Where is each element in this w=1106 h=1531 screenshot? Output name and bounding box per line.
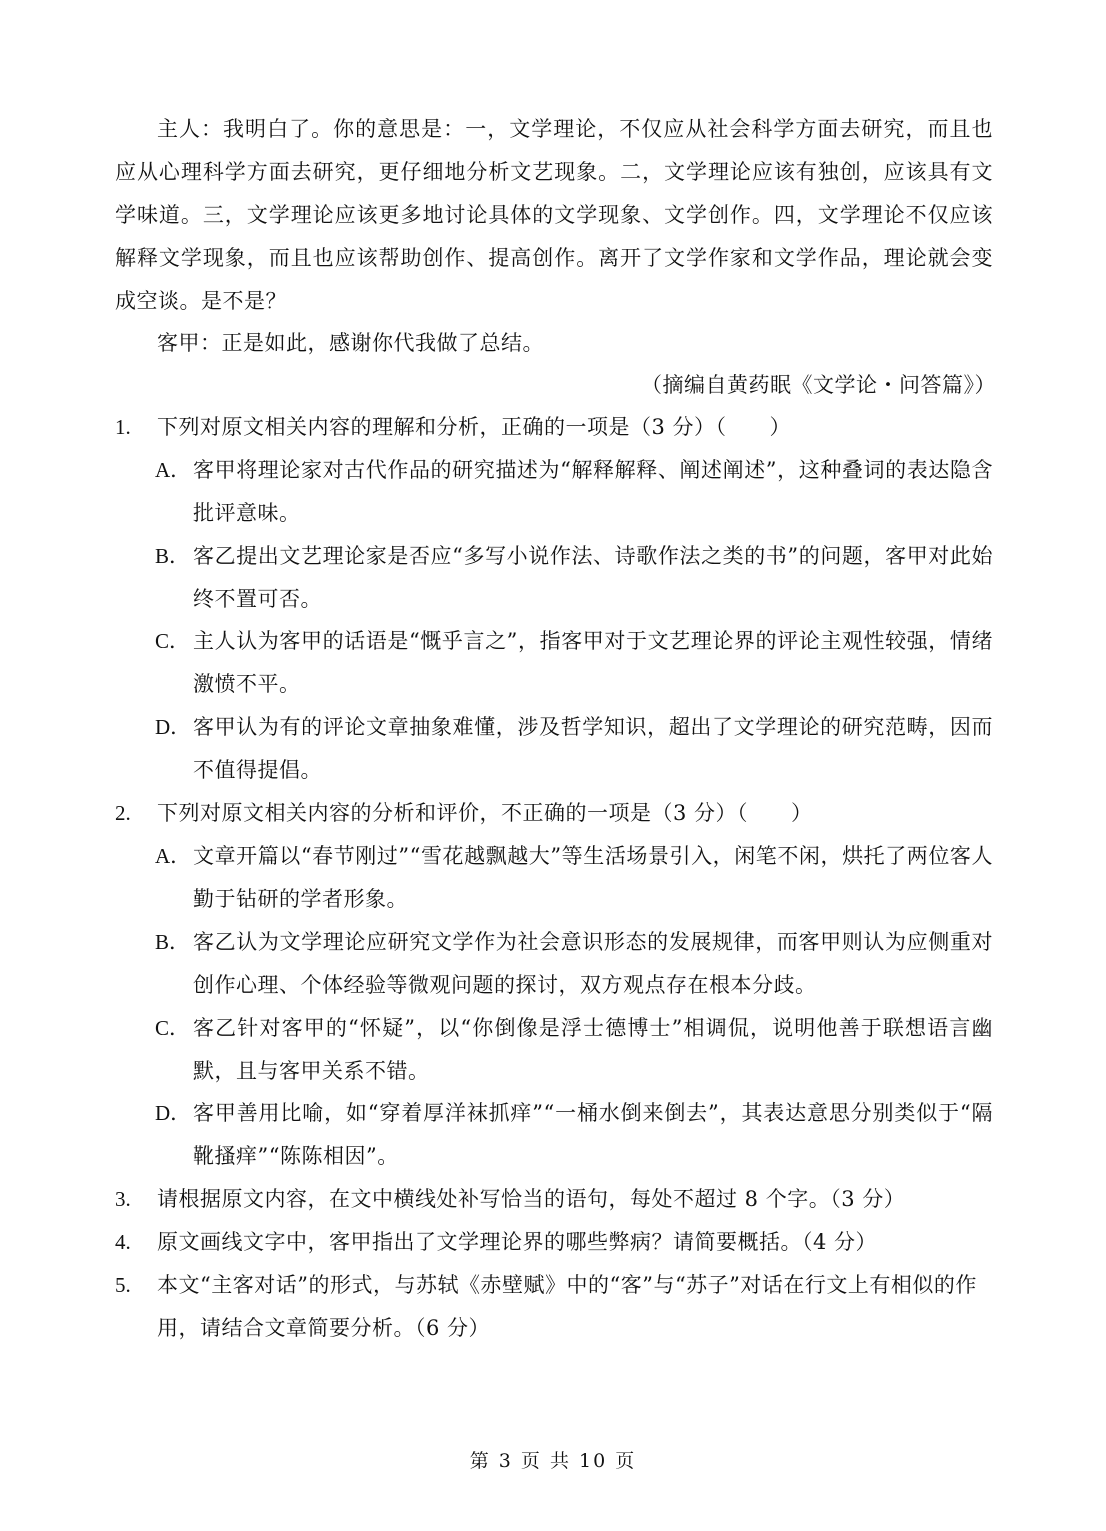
question-text: 下列对原文相关内容的理解和分析，正确的一项是（3 分）（ ） xyxy=(157,415,792,439)
passage-paragraph-host: 主人：我明白了。你的意思是：一，文学理论，不仅应从社会科学方面去研究，而且也应从心理科学方面去研究，更仔细地分析文艺现象。二，文学理论应该有独创，应该具有文学味道。三，文学理论应该更多地讨论具体的文学现象、文学创作。四，文学理论不仅应该解释文学现象，而且也应该帮助创作、提高创作。离开了文学作家和文学作品，理论就会变成空谈。是不是？ xyxy=(115,117,993,313)
question-2-option-a xyxy=(155,835,993,921)
question-number: 3. xyxy=(115,1187,131,1211)
question-number: 1. xyxy=(115,415,131,439)
option-letter: D． xyxy=(155,715,192,739)
question-1-option-c xyxy=(155,620,993,706)
option-text: 主人认为客甲的话语是“慨乎言之”，指客甲对于文艺理论界的评论主观性较强，情绪激愤不平。 xyxy=(193,629,993,696)
question-1-option-a xyxy=(155,449,993,535)
option-letter: C． xyxy=(155,629,191,653)
question-4 xyxy=(115,1221,993,1264)
question-text: 下列对原文相关内容的分析和评价，不正确的一项是（3 分）（ ） xyxy=(157,801,813,825)
question-text: 请根据原文内容，在文中横线处补写恰当的语句，每处不超过 8 个字。（3 分） xyxy=(157,1187,906,1211)
option-letter: D． xyxy=(155,1101,192,1125)
question-5 xyxy=(115,1264,993,1350)
question-2-option-b xyxy=(155,921,993,1007)
option-text: 文章开篇以“春节刚过”“雪花越飘越大”等生活场景引入，闲笔不闲，烘托了两位客人勤于钻研的学者形象。 xyxy=(193,844,993,911)
question-1-option-d xyxy=(155,706,993,792)
option-text: 客甲认为有的评论文章抽象难懂，涉及哲学知识，超出了文学理论的研究范畴，因而不值得提倡。 xyxy=(193,715,993,782)
option-letter: C． xyxy=(155,1016,191,1040)
option-letter: B． xyxy=(155,544,191,568)
option-text: 客甲将理论家对古代作品的研究描述为“解释解释、阐述阐述”，这种叠词的表达隐含批评意味。 xyxy=(193,458,993,525)
question-3 xyxy=(115,1178,993,1221)
option-letter: B． xyxy=(155,930,191,954)
question-2-option-c xyxy=(155,1007,993,1093)
option-text: 客乙提出文艺理论家是否应“多写小说作法、诗歌作法之类的书”的问题，客甲对此始终不置可否。 xyxy=(193,544,993,611)
question-number: 2. xyxy=(115,801,131,825)
passage-paragraph-guest: 客甲：正是如此，感谢你代我做了总结。 xyxy=(157,331,544,355)
option-text: 客乙认为文学理论应研究文学作为社会意识形态的发展规律，而客甲则认为应侧重对创作心理、个体经验等微观问题的探讨，双方观点存在根本分歧。 xyxy=(193,930,993,997)
question-2 xyxy=(115,792,993,835)
question-1 xyxy=(115,406,993,449)
question-1-option-b xyxy=(155,535,993,621)
question-2-option-d xyxy=(155,1092,993,1178)
option-text: 客乙针对客甲的“怀疑”，以“你倒像是浮士德博士”相调侃，说明他善于联想语言幽默，且与客甲关系不错。 xyxy=(193,1016,993,1083)
question-number: 5. xyxy=(115,1273,131,1297)
question-text: 本文“主客对话”的形式，与苏轼《赤壁赋》中的“客”与“苏子”对话在行文上有相似的作用，请结合文章简要分析。（6 分） xyxy=(157,1273,977,1340)
option-text: 客甲善用比喻，如“穿着厚洋袜抓痒”“一桶水倒来倒去”，其表达意思分别类似于“隔靴搔痒”“陈陈相因”。 xyxy=(193,1101,993,1168)
page-footer: 第 3 页 共 10 页 xyxy=(469,1450,637,1472)
passage-source: （摘编自黄药眠《文学论・问答篇》） xyxy=(641,373,996,397)
option-letter: A． xyxy=(155,458,192,482)
option-letter: A． xyxy=(155,844,192,868)
question-number: 4. xyxy=(115,1230,131,1254)
question-text: 原文画线文字中，客甲指出了文学理论界的哪些弊病？请简要概括。（4 分） xyxy=(157,1230,878,1254)
